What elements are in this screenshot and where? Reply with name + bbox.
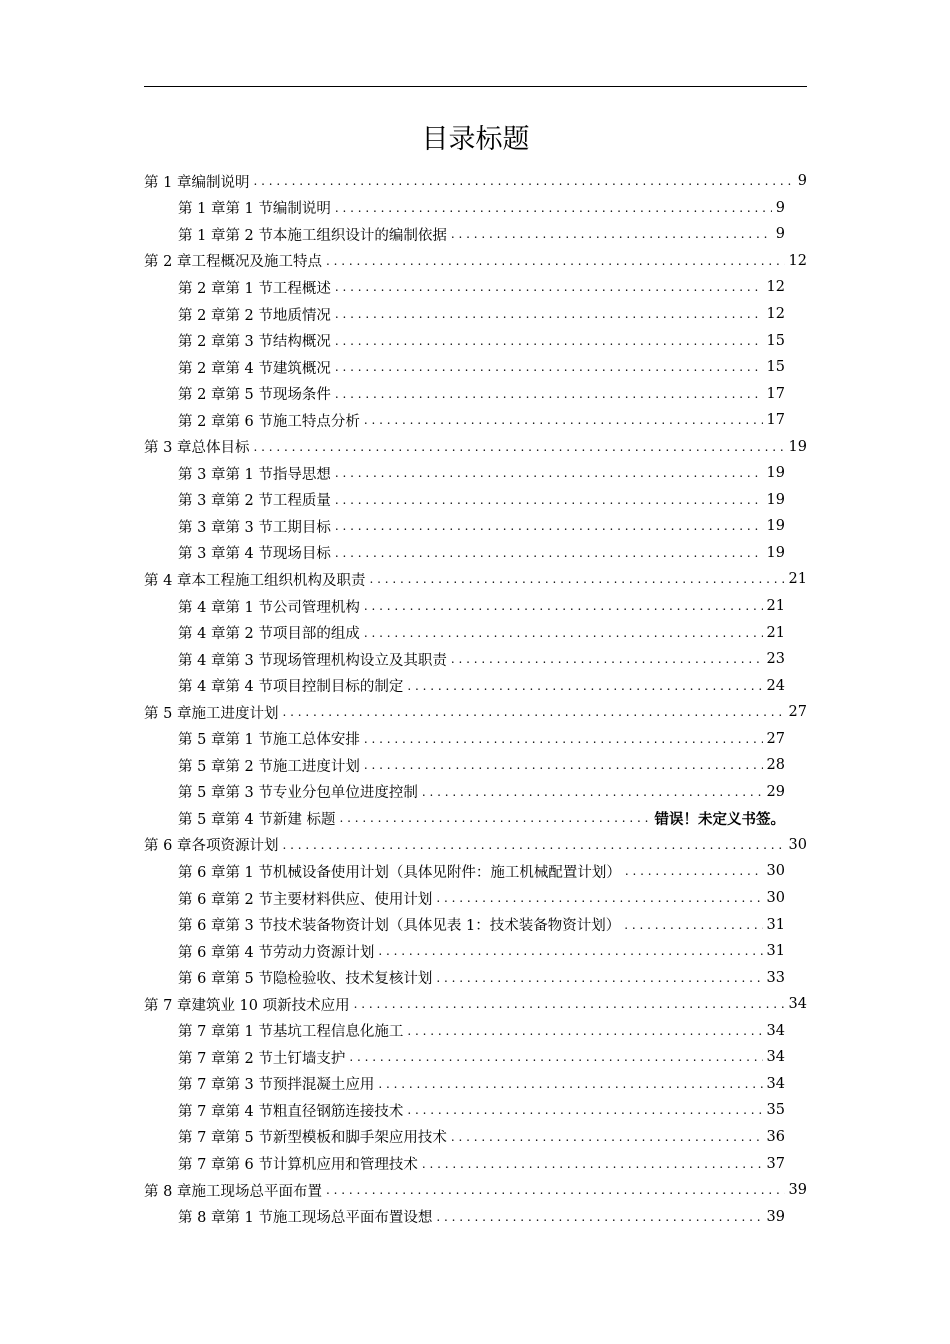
toc-page-number: 9 [797, 173, 807, 190]
dot-leader [407, 1024, 762, 1038]
toc-chapter-entry[interactable] [144, 248, 807, 275]
toc-entry-number: 第 7 章第 4 节 [178, 1103, 273, 1120]
toc-entry-title: 结构概况 [272, 334, 331, 351]
toc-page-number: 9 [775, 199, 785, 216]
dot-leader [407, 1103, 762, 1117]
toc-entry-number: 第 4 章第 3 节 [178, 652, 273, 669]
dot-leader [354, 997, 785, 1011]
dot-leader [340, 811, 651, 825]
toc-entry-number: 第 7 章第 6 节 [178, 1157, 273, 1173]
toc-chapter-entry[interactable] [144, 433, 807, 460]
toc-section-entry[interactable] [144, 593, 807, 620]
toc-section-entry[interactable] [144, 380, 807, 407]
toc-entry-number: 第 6 章第 5 节 [178, 971, 273, 988]
toc-section-entry[interactable] [144, 540, 807, 567]
toc-section-entry[interactable] [144, 301, 807, 328]
toc-entry-number: 第 2 章第 3 节 [178, 334, 273, 351]
toc-page-number: 39 [788, 1182, 807, 1199]
toc-section-entry[interactable] [144, 725, 807, 752]
toc-page-number: 23 [766, 651, 785, 668]
toc-page-number: 36 [766, 1128, 785, 1145]
toc-error-message: 错误！未定义书签。 [654, 811, 785, 828]
toc-entry-number: 第 4 章第 4 节 [178, 679, 273, 696]
toc-page-number: 30 [788, 836, 807, 853]
toc-page-number: 24 [766, 677, 785, 694]
toc-entry-title: 建筑概况 [272, 360, 331, 377]
toc-section-entry[interactable] [144, 752, 807, 779]
toc-entry-title: 基坑工程信息化施工 [272, 1024, 404, 1041]
dot-leader [364, 413, 763, 427]
toc-page-number: 19 [766, 518, 785, 535]
dot-leader [335, 546, 763, 560]
toc-title: 目录标题 [421, 124, 530, 155]
toc-entry-title: 机械设备使用计划（具体见附件：施工机械配置计划） [272, 864, 621, 881]
toc-entry-title: 指导思想 [272, 466, 331, 483]
dot-leader [335, 360, 763, 374]
dot-leader [335, 493, 763, 507]
toc-entry-number: 第 3 章第 1 节 [178, 466, 273, 483]
toc-page-number: 34 [766, 1022, 785, 1039]
dot-leader [436, 891, 762, 905]
toc-entry-title: 技术装备物资计划（具体见表 1：技术装备物资计划） [272, 918, 621, 935]
toc-entry-number: 第 5 章第 3 节 [178, 785, 273, 802]
toc-entry-number: 第 5 章第 2 节 [178, 758, 273, 775]
toc-entry-number: 第 4 章 [144, 572, 192, 589]
toc-section-entry[interactable] [144, 964, 807, 991]
toc-section-entry[interactable] [144, 195, 807, 222]
dot-leader [335, 466, 763, 480]
toc-entry-title: 劳动力资源计划 [272, 944, 375, 961]
toc-section-entry[interactable] [144, 221, 807, 248]
dot-leader [364, 626, 763, 640]
toc-section-entry[interactable] [144, 646, 807, 673]
toc-entry-title: 隐检验收、技术复核计划 [272, 971, 433, 988]
toc-page-number: 34 [766, 1049, 785, 1066]
toc-page-number: 21 [766, 624, 785, 641]
toc-page-number: 31 [766, 943, 785, 960]
toc-section-entry[interactable] [144, 1018, 807, 1045]
toc-page-number: 9 [775, 226, 785, 243]
dot-leader [451, 1130, 763, 1144]
toc-section-entry[interactable] [144, 858, 807, 885]
toc-entry-title: 施工现场总平面布置 [191, 1183, 322, 1200]
dot-leader [335, 519, 763, 533]
toc-entry-number: 第 5 章第 1 节 [178, 732, 273, 749]
toc-entry-title: 现场管理机构设立及其职责 [272, 652, 447, 669]
toc-chapter-entry[interactable] [144, 832, 807, 859]
toc-entry-title: 主要材料供应、使用计划 [272, 891, 433, 908]
toc-page-number: 33 [766, 969, 785, 986]
dot-leader [364, 599, 763, 613]
toc-page-number: 12 [788, 252, 807, 269]
toc-page-number: 30 [766, 863, 785, 880]
toc-entry-number: 第 6 章第 2 节 [178, 891, 273, 908]
toc-page-number: 19 [766, 491, 785, 508]
toc-entry-number: 第 2 章第 2 节 [178, 307, 273, 324]
dot-leader [253, 174, 793, 188]
toc-page-number: 15 [766, 359, 785, 376]
toc-section-entry[interactable] [144, 779, 807, 806]
dot-leader [436, 971, 762, 985]
toc-section-entry[interactable] [144, 407, 807, 434]
toc-entry-title: 工程概况及施工特点 [191, 254, 322, 271]
dot-leader [422, 785, 763, 799]
dot-leader [335, 387, 763, 401]
toc-entry-number: 第 6 章第 1 节 [178, 864, 273, 881]
toc-entry-number: 第 3 章第 3 节 [178, 519, 273, 536]
toc-entry-title: 计算机应用和管理技术 [272, 1157, 418, 1173]
toc-entry-title: 施工进度计划 [272, 758, 360, 775]
toc-page-number: 35 [766, 1102, 785, 1119]
toc-entry-number: 第 2 章第 5 节 [178, 387, 273, 404]
toc-entry-title: 建筑业 10 项新技术应用 [191, 997, 350, 1014]
toc-chapter-entry[interactable] [144, 699, 807, 726]
toc-entry-number: 第 4 章第 2 节 [178, 626, 273, 643]
toc-entry-number: 第 6 章第 4 节 [178, 944, 273, 961]
toc-entry-title: 工期目标 [272, 519, 331, 536]
dot-leader [364, 758, 763, 772]
toc-entry-number: 第 6 章第 3 节 [178, 918, 273, 935]
toc-page-number: 30 [766, 890, 785, 907]
toc-section-entry[interactable] [144, 1124, 807, 1151]
toc-section-entry[interactable] [144, 1071, 807, 1098]
toc-entry-title: 编制说明 [272, 201, 331, 218]
dot-leader [282, 705, 784, 719]
toc-entry-title: 施工总体安排 [272, 732, 360, 749]
toc-page-number: 27 [766, 730, 785, 747]
toc-page-number: 19 [788, 438, 807, 455]
toc-entry-title: 土钉墙支护 [272, 1050, 346, 1067]
toc-page-number: 17 [766, 412, 785, 429]
dot-leader [624, 918, 762, 932]
dot-leader [282, 838, 784, 852]
toc-entry-number: 第 3 章第 4 节 [178, 546, 273, 563]
toc-page-number: 39 [766, 1208, 785, 1225]
dot-leader [335, 201, 772, 215]
toc-section-entry[interactable] [144, 460, 807, 487]
toc-entry-number: 第 8 章 [144, 1183, 192, 1200]
dot-leader [436, 1210, 762, 1224]
toc-section-entry[interactable] [144, 911, 807, 938]
toc-entry-number: 第 2 章第 1 节 [178, 280, 273, 297]
toc-chapter-entry[interactable] [144, 168, 807, 195]
toc-entry-title: 工程质量 [272, 493, 331, 510]
toc-page-number: 19 [766, 465, 785, 482]
toc-entry-number: 第 1 章第 2 节 [178, 227, 273, 244]
toc-entry-title: 工程概述 [272, 280, 331, 297]
toc-section-entry[interactable] [144, 487, 807, 514]
toc-section-entry[interactable] [144, 1150, 807, 1177]
toc-entry-title: 新建 标题 [272, 811, 336, 828]
dot-leader [326, 254, 785, 268]
dot-leader [451, 652, 763, 666]
toc-entry-title: 本施工组织设计的编制依据 [272, 227, 447, 244]
toc-entry-number: 第 4 章第 1 节 [178, 599, 273, 616]
toc-entry-number: 第 5 章 [144, 705, 192, 722]
toc-page-number: 27 [788, 704, 807, 721]
toc-entry-number: 第 2 章第 4 节 [178, 360, 273, 377]
dot-leader [378, 944, 762, 958]
toc-entry-title: 现场目标 [272, 546, 331, 563]
toc-entry-title: 专业分包单位进度控制 [272, 785, 418, 802]
toc-page-number: 28 [766, 757, 785, 774]
toc-entry-number: 第 2 章 [144, 254, 192, 271]
toc-entry-number: 第 7 章第 2 节 [178, 1050, 273, 1067]
dot-leader [407, 679, 762, 693]
toc-entry-number: 第 8 章第 1 节 [178, 1210, 273, 1227]
toc-chapter-entry[interactable] [144, 991, 807, 1018]
toc-page-number: 17 [766, 385, 785, 402]
dot-leader [378, 1077, 762, 1091]
toc-entry-title: 各项资源计划 [191, 838, 279, 855]
toc-entry-title: 本工程施工组织机构及职责 [191, 572, 366, 589]
toc-section-entry[interactable] [144, 938, 807, 965]
toc-entry-number: 第 6 章 [144, 838, 192, 855]
toc-page-number: 21 [788, 571, 807, 588]
toc-page-number: 12 [766, 306, 785, 322]
toc-entry-title: 公司管理机构 [272, 599, 360, 616]
toc-entry-number: 第 3 章第 2 节 [178, 493, 273, 510]
dot-leader [364, 732, 763, 746]
toc-page-number: 19 [766, 544, 785, 561]
toc-chapter-entry[interactable] [144, 1177, 807, 1204]
toc-section-entry[interactable] [144, 885, 807, 912]
toc-entry-number: 第 7 章第 3 节 [178, 1077, 273, 1094]
toc-entry-number: 第 7 章第 5 节 [178, 1130, 273, 1147]
toc-entry-number: 第 2 章第 6 节 [178, 413, 273, 430]
dot-leader [349, 1050, 762, 1064]
toc-page-number: 34 [766, 1075, 785, 1092]
dot-leader [326, 1183, 785, 1197]
toc-entry-number: 第 1 章 [144, 174, 192, 191]
toc-page-number: 12 [766, 279, 785, 296]
toc-entry-title: 现场条件 [272, 387, 331, 404]
toc-page-number: 15 [766, 332, 785, 349]
dot-leader [335, 280, 763, 294]
table-of-contents [144, 168, 807, 1230]
dot-leader [422, 1157, 763, 1171]
toc-entry-title: 施工现场总平面布置设想 [272, 1210, 433, 1227]
toc-entry-title: 预拌混凝土应用 [272, 1077, 375, 1094]
toc-page-number: 37 [766, 1155, 785, 1172]
toc-entry-number: 第 7 章第 1 节 [178, 1024, 273, 1041]
toc-section-entry[interactable] [144, 513, 807, 540]
toc-entry-title: 项目控制目标的制定 [272, 679, 404, 696]
dot-leader [625, 864, 763, 878]
dot-leader [335, 334, 763, 348]
toc-section-entry[interactable] [144, 327, 807, 354]
toc-section-entry[interactable] [144, 619, 807, 646]
toc-entry-title: 粗直径钢筋连接技术 [272, 1103, 404, 1120]
toc-page-number: 29 [766, 783, 785, 800]
toc-section-entry[interactable] [144, 672, 807, 699]
dot-leader [369, 572, 784, 586]
toc-entry-title: 总体目标 [191, 440, 250, 457]
toc-section-entry[interactable] [144, 274, 807, 301]
toc-section-entry[interactable] [144, 805, 807, 832]
toc-section-entry[interactable] [144, 1097, 807, 1124]
dot-leader [335, 307, 763, 321]
toc-entry-title: 编制说明 [191, 174, 250, 191]
toc-page-number: 34 [788, 996, 807, 1013]
toc-entry-number: 第 1 章第 1 节 [178, 201, 273, 218]
toc-entry-number: 第 5 章第 4 节 [178, 811, 273, 828]
dot-leader [253, 440, 784, 454]
dot-leader [451, 227, 772, 241]
toc-entry-number: 第 7 章 [144, 997, 192, 1014]
header-rule [144, 86, 807, 87]
toc-entry-title: 项目部的组成 [272, 626, 360, 643]
toc-entry-title: 施工特点分析 [272, 413, 360, 430]
toc-section-entry[interactable] [144, 1044, 807, 1071]
toc-entry-title: 施工进度计划 [191, 705, 279, 722]
toc-entry-title: 地质情况 [272, 307, 331, 324]
toc-section-entry[interactable] [144, 1203, 807, 1230]
toc-chapter-entry[interactable] [144, 566, 807, 593]
toc-page-number: 31 [766, 916, 785, 933]
toc-section-entry[interactable] [144, 354, 807, 381]
toc-entry-number: 第 3 章 [144, 440, 192, 457]
toc-page-number: 21 [766, 598, 785, 615]
toc-entry-title: 新型模板和脚手架应用技术 [272, 1130, 447, 1147]
